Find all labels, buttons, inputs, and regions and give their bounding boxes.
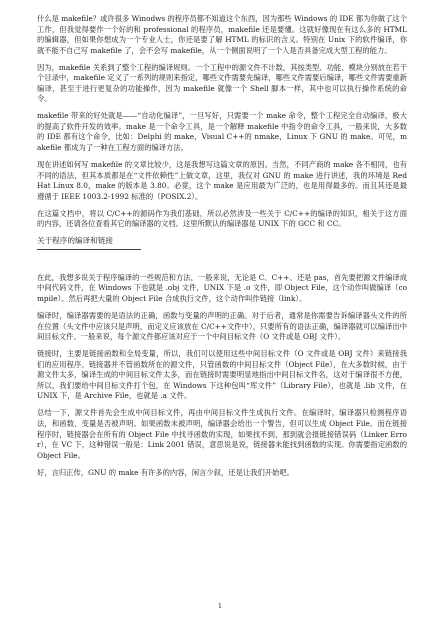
document-page: [37, 14, 407, 485]
section-divider: [37, 249, 141, 250]
paragraph-summary: 总结一下，源文件首先会生成中间目标文件，再由中间目标文件生成执行文件。在编译时，编译器只检测程序语法，和函数、变量是否被声明。如果函数未被声明，编译器会给出一个警告，但可以生成 Object File。而在链接程序时，链接器会在所有的 Object File 中找寻函数的实现，如果找不到，那到就会报链接错误码（Linker Error），在 VC 下，这种错误一般是：Link 2001 错误，意思说是说，链接器未能找到函数的实现。你需要指定函数的 Object File。: [37, 408, 407, 460]
paragraph-closing: 好，言归正传，GNU 的 make 有许多的内容，闲言少叙，还是让我们开始吧。: [37, 467, 294, 477]
paragraph-rules: 因为，makefile 关系到了整个工程的编译规则。一个工程中的源文件不计数，其按类型、功能、模块分别放在若干个目录中，makefile 定义了一系列的规则来指定，哪些文件需要先编译，哪些文件需要后编译，哪些文件需要重新编译，甚至于进行更复杂的功能操作，因为 makefile 就像一个 Shell 脚本一样，其中也可以执行操作系统的命令。: [37, 62, 407, 104]
paragraph-compile-time: 编译时，编译器需要的是语法的正确，函数与变量的声明的正确。对于后者，通常是你需要告诉编译器头文件的所在位置（头文件中应该只是声明，而定义应该放在 C/C++文件中），只要所有的语法正确，编译器就可以编译出中间目标文件。一般来说，每个源文件都应该对应于一个中间目标文件（O 文件或是 OBJ 文件）。: [37, 311, 407, 342]
paragraph-compile-link: 在此，我想多说关于程序编译的一些规范和方法，一般来说，无论是 C、C++、还是 pas，首先要把源文件编译成中间代码文件，在 Windows 下也就是 .obj 文件，UNIX 下是 .o 文件，即 Object File，这个动作叫做编译（compile）。然后再把大量的 Object File 合成执行文件，这个动作叫作链接（link）。: [37, 272, 407, 303]
paragraph-benefits: makefile 带来的好处就是——“自动化编译”，一旦写好，只需要一个 make 命令，整个工程完全自动编译，极大的提高了软件开发的效率。make 是一个命令工具，是一个解释 makefile 中指令的命令工具，一般来说，大多数的 IDE 都有这个命令，比如：Delphi 的 make，Visual C++的 nmake，Linux 下 GNU 的 make。可见，makefile 都成为了一种在工程方面的编译方法。: [37, 111, 407, 153]
paragraph-compiler: 在这篇文档中，将以 C/C++的源码作为我们基础，所以必然涉及一些关于 C/C++的编译的知识，相关于这方面的内容，还请各位查看其它的编译器的文档。这里所默认的编译器是 UNIX 下的 GCC 和 CC。: [37, 208, 407, 229]
paragraph-intro: 什么是 makefile？或许很多 Winodws 的程序员都不知道这个东西，因为那些 Windows 的 IDE 都为你做了这个工作，但我觉得要作一个好的和 professional 的程序员，makefile 还是要懂。这就好像现在有这么多的 HTML 的编辑器，但如果你想成为一个专业人士，你还是要了解 HTML 的标识的含义。特别在 Unix 下的软件编译，你就不能不自己写 makefile 了，会不会写 makefile，从一个侧面说明了一个人是否具备完成大型工程的能力。: [37, 14, 407, 55]
page-number: 1: [217, 602, 223, 610]
paragraph-environment: 现在讲述如何写 makefile 的文章比较少，这是我想写这篇文章的原因。当然，不同产商的 make 各不相同，也有不同的语法，但其本质都是在“文件依赖性”上做文章，这里，我仅对 GNU 的 make 进行讲述，我的环境是 RedHat Linux 8.0，make 的版本是 3.80。必竟，这个 make 是应用最为广泛的，也是用得最多的。而且其还是最遵循于 IEEE 1003.2-1992 标准的（POSIX.2）。: [37, 160, 407, 201]
section-title: 关于程序的编译和链接: [37, 236, 113, 246]
paragraph-link-time: 链接时，主要是链接函数和全局变量，所以，我们可以使用这些中间目标文件（O 文件或是 OBJ 文件）来链接我们的应用程序。链接器并不管函数所在的源文件，只管函数的中间目标文件（Object File），在大多数时候，由于源文件太多，编译生成的中间目标文件太多，而在链接时需要明显地指出中间目标文件名，这对于编译很不方便，所以，我们要给中间目标文件打个包，在 Windows 下这种包叫“库文件”（Library File），也就是 .lib 文件，在 UNIX 下，是 Archive File，也就是 .a 文件。: [37, 349, 407, 401]
watermark: ​: [144, 91, 156, 108]
